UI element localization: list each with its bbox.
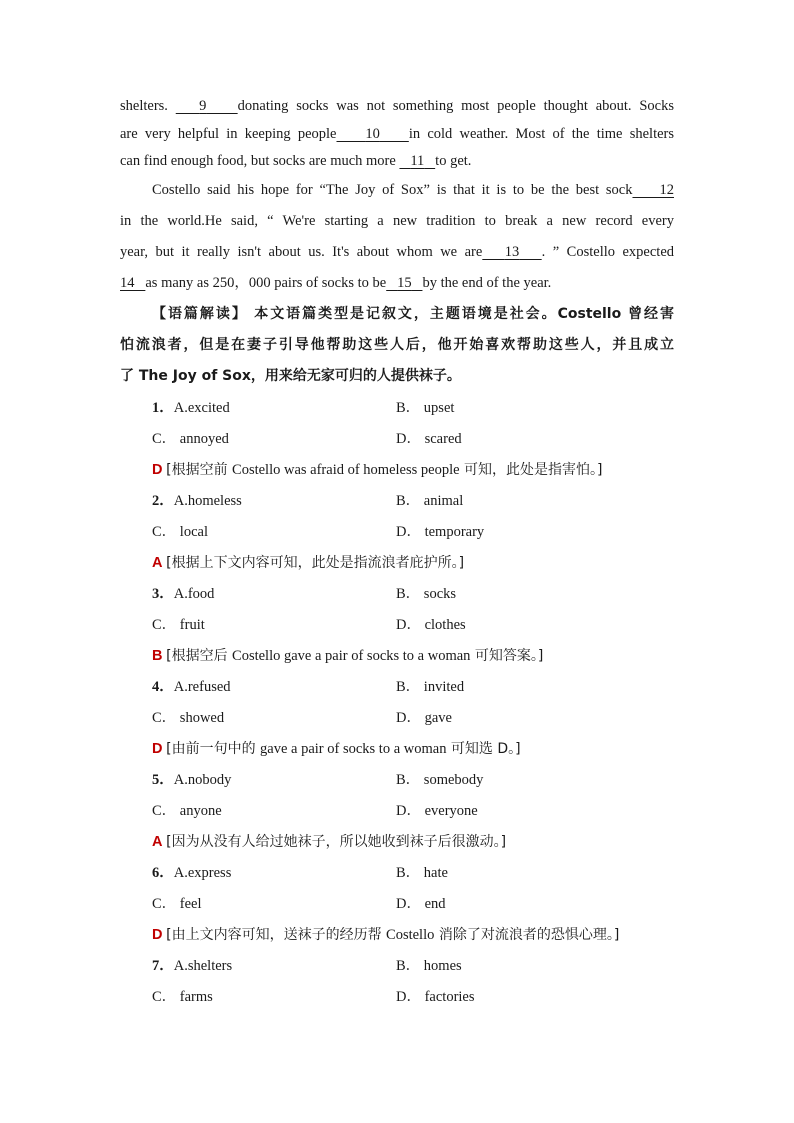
question-7-option-a [152,956,232,976]
reading-analysis-line-3: 了 The Joy of Sox，用来给无家可归的人提供袜子。 [120,368,461,384]
question-number: 6． [152,865,174,881]
blank-11: 11 [410,153,425,169]
blank-14: 14 [120,275,135,291]
question-5-option-b: B． somebody [396,772,484,788]
passage-line-6: year, but it really isn't about us. It's about whom we are 13 . ” Costello expected [120,244,675,260]
answer-key: A [152,555,163,571]
question-5-answer [152,832,506,852]
option-a-text: A.shelters [173,958,233,974]
answer-key: D [152,462,163,478]
question-4-option-c: C． showed [152,710,225,726]
question-5-option-a [152,770,231,790]
question-3-option-d: D． clothes [396,617,466,633]
question-number: 2． [152,493,174,509]
answer-explanation: [因为从没有人给过她袜子，所以她收到袜子后很激动。] [166,834,507,850]
question-3-option-c: C． fruit [152,617,205,633]
reading-analysis-label: 【语篇解读】 [152,306,248,322]
question-4-option-a [152,677,231,697]
question-4-option-b: B． invited [396,679,465,695]
answer-explanation: [由上文内容可知，送袜子的经历帮 [166,927,387,943]
answer-explanation-end: 消除了对流浪者的恐惧心理。] [434,927,620,943]
answer-key: D [152,741,163,757]
question-number: 1． [152,400,174,416]
answer-explanation: [根据上下文内容可知，此处是指流浪者庇护所。] [166,555,465,571]
question-7-option-c: C． farms [152,989,213,1005]
answer-explanation-end: 可知答案。] [470,648,544,664]
question-7-option-b: B． homes [396,958,462,974]
question-3-option-b: B． socks [396,586,457,602]
passage-line-7: 14 as many as 250，000 pairs of socks to be 15 by the end of the year. [120,275,552,291]
question-6-option-d: D． end [396,896,446,912]
option-a-text: A.refused [173,679,231,695]
question-1-option-a [152,398,230,418]
option-a-text: A.express [173,865,232,881]
question-2-option-d: D． temporary [396,524,485,540]
blank-10: 10 [365,126,380,142]
question-7-option-d: D． factories [396,989,475,1005]
answer-explanation-english: Costello gave a pair of socks to a woman [232,648,471,664]
answer-explanation-english: gave a pair of socks to a woman [260,741,447,757]
answer-explanation-end: 可知，此处是指害怕。] [459,462,603,478]
answer-explanation: [根据空后 [166,648,233,664]
question-3-answer [152,646,543,666]
question-4-answer [152,739,521,759]
question-number: 7． [152,958,174,974]
question-1-option-d: D． scared [396,431,462,447]
option-a-text: A.homeless [173,493,242,509]
question-6-option-a [152,863,231,883]
question-number: 5． [152,772,174,788]
question-2-answer [152,553,464,573]
passage-line-3: can find enough food, but socks are much more 11 to get. [120,153,472,169]
question-number: 4． [152,679,174,695]
answer-explanation: [根据空前 [166,462,233,478]
answer-explanation-end: 可知选 D。] [446,741,521,757]
passage-line-4: Costello said his hope for “The Joy of Sox” is that it is to be the best sock 12 [152,182,674,198]
option-a-text: A.food [173,586,215,602]
answer-key: D [152,927,163,943]
option-a-text: A.excited [173,400,230,416]
question-2-option-c: C． local [152,524,208,540]
question-number: 3． [152,586,174,602]
blank-15: 15 [397,275,412,291]
passage-line-5: in the world.He said, “ We're starting a new tradition to break a new record every [120,213,674,229]
blank-12: 12 [659,182,674,198]
answer-explanation-english: Costello was afraid of homeless people [232,462,460,478]
question-1-answer [152,460,602,480]
blank-13: 13 [504,244,520,260]
question-2-option-a [152,491,242,511]
question-6-option-c: C． feel [152,896,202,912]
question-5-option-c: C． anyone [152,803,222,819]
question-1-option-c: C． annoyed [152,431,229,447]
option-a-text: A.nobody [173,772,232,788]
blank-9: 9 [199,98,207,114]
passage-line-1: shelters. 9 donating socks was not something most people thought about. Socks [120,98,675,114]
answer-explanation-english: Costello [386,927,435,943]
question-6-answer [152,925,619,945]
answer-key: A [152,834,163,850]
question-3-option-a [152,584,214,604]
question-4-option-d: D． gave [396,710,452,726]
question-6-option-b: B． hate [396,865,448,881]
question-1-option-b: B． upset [396,400,455,416]
answer-explanation: [由前一句中的 [166,741,261,757]
question-5-option-d: D． everyone [396,803,478,819]
passage-line-2: are very helpful in keeping people 10 in cold weather. Most of the time shelters [120,126,675,142]
answer-key: B [152,648,163,664]
reading-analysis-line-2: 怕流浪者，但是在妻子引导他帮助这些人后，他开始喜欢帮助这些人，并且成立 [120,337,674,353]
reading-analysis-line-1: 【语篇解读】 本文语篇类型是记叙文，主题语境是社会。Costello 曾经害 [152,306,675,322]
question-2-option-b: B． animal [396,493,464,509]
